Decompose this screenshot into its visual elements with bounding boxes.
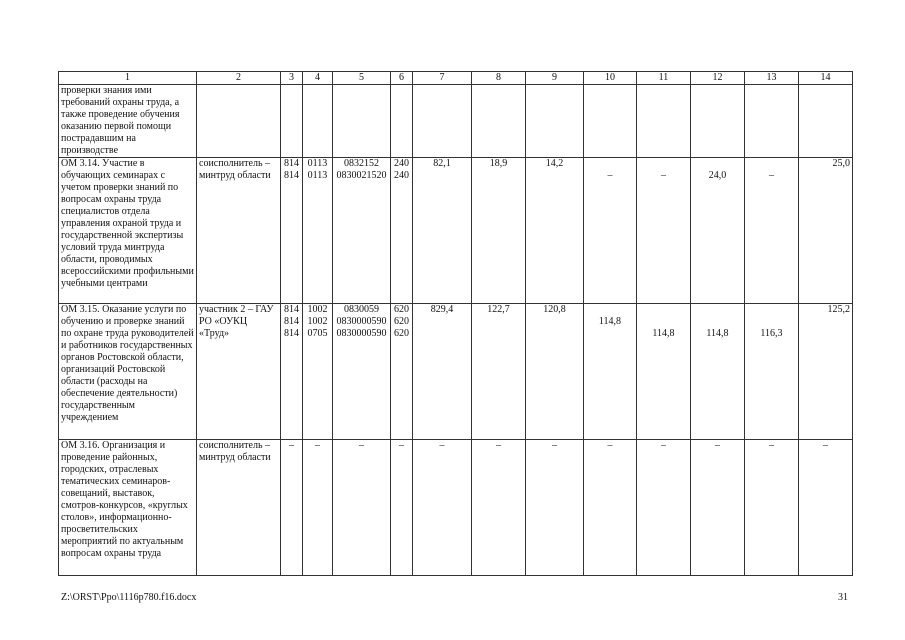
value-year: 18,9 <box>472 158 526 304</box>
value-year: – <box>472 440 526 576</box>
value-total: 82,1 <box>413 158 472 304</box>
grbs-code: 814 814 814 <box>281 304 303 440</box>
target-code: 0832152 0830021520 <box>333 158 391 304</box>
value-total: 829,4 <box>413 304 472 440</box>
col-header: 1 <box>59 72 197 85</box>
value-year: 25,0 <box>799 158 853 304</box>
executor <box>197 85 281 158</box>
executor: соисполнитель – минтруд области <box>197 158 281 304</box>
value-year: 114,8 <box>584 304 637 440</box>
col-header: 8 <box>472 72 526 85</box>
executor: соисполнитель – минтруд области <box>197 440 281 576</box>
value-year: – <box>691 440 745 576</box>
col-header: 3 <box>281 72 303 85</box>
value-year: 114,8 <box>691 304 745 440</box>
file-path: Z:\ORST\Ppo\1116p780.f16.docx <box>61 592 197 603</box>
measure-name: проверки знания ими требований охраны труда, а также проведение обучения оказанию первой помощи пострадавшим на производстве <box>59 85 197 158</box>
value-year: – <box>637 158 691 304</box>
target-code: 0830059 0830000590 0830000590 <box>333 304 391 440</box>
target-code: – <box>333 440 391 576</box>
budget-table <box>58 71 853 576</box>
header-row <box>59 72 853 85</box>
expense-type: – <box>391 440 413 576</box>
value-year: 125,2 <box>799 304 853 440</box>
grbs-code: – <box>281 440 303 576</box>
expense-type: 240 240 <box>391 158 413 304</box>
measure-name: ОМ 3.15. Оказание услуги по обучению и проверке знаний по охране труда руководителей и работников государственных органов Ростовской области, организаций Ростовской области (расходы на обеспечение деятельности) государственным учреждением <box>59 304 197 440</box>
value-year: 14,2 <box>526 158 584 304</box>
table-row <box>59 85 853 158</box>
value-year: 116,3 <box>745 304 799 440</box>
page-number: 31 <box>838 592 848 603</box>
section-code: 1002 1002 0705 <box>303 304 333 440</box>
col-header: 5 <box>333 72 391 85</box>
value-year: – <box>584 440 637 576</box>
value-year: 120,8 <box>526 304 584 440</box>
col-header: 14 <box>799 72 853 85</box>
col-header: 11 <box>637 72 691 85</box>
measure-name: ОМ 3.16. Организация и проведение районных, городских, отраслевых тематических семинаров-совещаний, выставок, смотров-конкурсов, «круглых столов», информационно-просветительских мероприятий по актуальным вопросам охраны труда <box>59 440 197 576</box>
value-year: – <box>526 440 584 576</box>
value-year: – <box>745 440 799 576</box>
col-header: 7 <box>413 72 472 85</box>
col-header: 12 <box>691 72 745 85</box>
table-row <box>59 304 853 440</box>
value-year: – <box>584 158 637 304</box>
expense-type: 620 620 620 <box>391 304 413 440</box>
col-header: 9 <box>526 72 584 85</box>
value-year: 24,0 <box>691 158 745 304</box>
col-header: 4 <box>303 72 333 85</box>
table-row <box>59 440 853 576</box>
grbs-code: 814 814 <box>281 158 303 304</box>
col-header: 13 <box>745 72 799 85</box>
value-year: – <box>637 440 691 576</box>
section-code: – <box>303 440 333 576</box>
value-year: – <box>745 158 799 304</box>
col-header: 10 <box>584 72 637 85</box>
measure-name: ОМ 3.14. Участие в обучающих семинарах с учетом проверки знаний по вопросам охраны труда специалистов отдела управления охраной труда и государственной экспертизы условий труда минтруда области, проводимых всероссийскими профильными учебными центрами <box>59 158 197 304</box>
col-header: 2 <box>197 72 281 85</box>
executor: участник 2 – ГАУ РО «ОУКЦ «Труд» <box>197 304 281 440</box>
table-row <box>59 158 853 304</box>
value-year: 122,7 <box>472 304 526 440</box>
value-year: – <box>799 440 853 576</box>
col-header: 6 <box>391 72 413 85</box>
section-code: 0113 0113 <box>303 158 333 304</box>
value-year: 114,8 <box>637 304 691 440</box>
value-total: – <box>413 440 472 576</box>
